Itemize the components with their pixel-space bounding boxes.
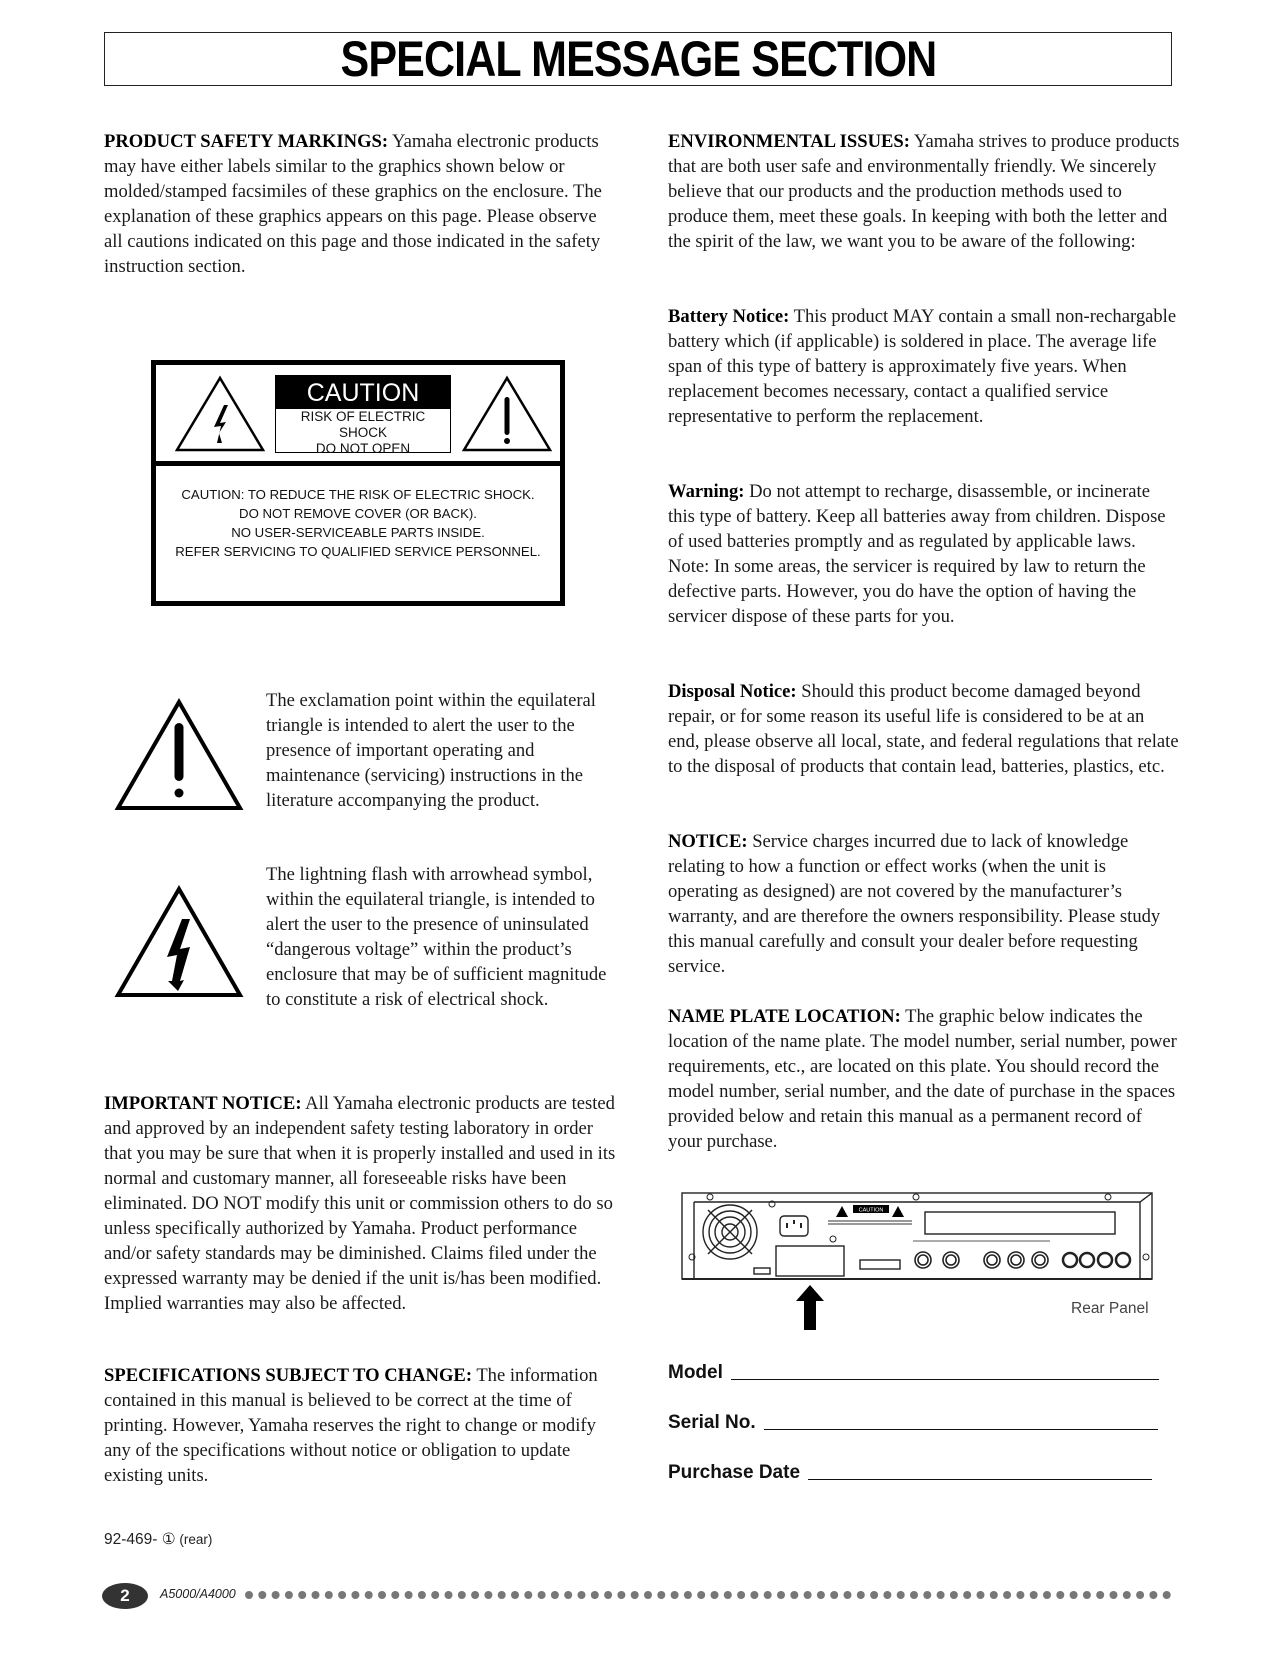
footer-dot-rule bbox=[244, 1589, 1174, 1601]
name-plate-body: The graphic below indicates the location of the name plate. The model number, serial number, power requirements, etc., are located on this plate. You should record the model number, serial number, and the date of purchase in the spaces provided below and retain this manual as a permanent record of your purchase. bbox=[668, 1006, 1177, 1152]
footer-dot bbox=[365, 1591, 373, 1599]
footer-dot bbox=[697, 1591, 705, 1599]
footer-dot bbox=[285, 1591, 293, 1599]
important-notice-heading: IMPORTANT NOTICE: bbox=[104, 1093, 302, 1114]
footer-dot bbox=[804, 1591, 812, 1599]
footer-dot bbox=[963, 1591, 971, 1599]
specifications-paragraph bbox=[104, 1363, 616, 1488]
important-notice-body: All Yamaha electronic products are tested and approved by an independent safety testing laboratory in order that you may be sure that when it is properly installed and used in its normal and customary manner, all foreseeable risks have been eliminated. DO NOT modify this unit or commission others to do so unless specifically authorized by Yamaha. Product performance and/or safety standards may be diminished. Claims filed under the expressed warranty may be denied if the unit is/has been modified. Implied warranties may also be affected. bbox=[104, 1093, 616, 1314]
name-plate-arrow-icon bbox=[796, 1285, 824, 1330]
svg-text:CAUTION: CAUTION bbox=[858, 1207, 884, 1214]
footer-dot bbox=[338, 1591, 346, 1599]
environmental-issues-paragraph bbox=[668, 129, 1180, 254]
footer-dot bbox=[578, 1591, 586, 1599]
footer-dot bbox=[1030, 1591, 1038, 1599]
footer-dot bbox=[524, 1591, 532, 1599]
footer-dot bbox=[631, 1591, 639, 1599]
footer-dot bbox=[312, 1591, 320, 1599]
notice-paragraph bbox=[668, 829, 1180, 979]
caution-sub-line: RISK OF ELECTRIC SHOCK bbox=[300, 409, 426, 440]
footer-dot bbox=[1123, 1591, 1131, 1599]
warning-heading: Warning: bbox=[668, 481, 745, 502]
page-number-badge: 2 bbox=[102, 1583, 148, 1609]
connector-jacks bbox=[915, 1252, 1130, 1268]
footer-dot bbox=[445, 1591, 453, 1599]
battery-notice-body: This product MAY contain a small non-rechargable battery which (if applicable) is soldered in place. The average life span of this type of battery is approximately five years. When replacement becomes necessary, contact a qualified service representative to perform the replacement. bbox=[668, 306, 1177, 427]
warning-body: Do not attempt to recharge, disassemble, or incinerate this type of battery. Keep all batteries away from children. Dispose of used batteries promptly and as regulated by applicable laws. Note: In some areas, the servicer is required by law to return the defective parts. However, you do have the option of having the servicer dispose of these parts for you. bbox=[668, 481, 1166, 627]
footer-model-name: A5000/A4000 bbox=[160, 1587, 236, 1601]
footer-dot bbox=[1149, 1591, 1157, 1599]
footer-dot bbox=[591, 1591, 599, 1599]
footer-dot bbox=[897, 1591, 905, 1599]
footer-dot bbox=[258, 1591, 266, 1599]
footer-dot bbox=[511, 1591, 519, 1599]
footer-dot bbox=[764, 1591, 772, 1599]
footer-dot bbox=[724, 1591, 732, 1599]
caution-instruction-line: DO NOT REMOVE COVER (OR BACK). bbox=[239, 506, 477, 521]
disposal-notice-heading: Disposal Notice: bbox=[668, 681, 797, 702]
footer-dot bbox=[1083, 1591, 1091, 1599]
footer-dot bbox=[844, 1591, 852, 1599]
document-code bbox=[104, 1530, 212, 1549]
caution-label-top bbox=[156, 365, 560, 466]
caution-instructions bbox=[156, 485, 560, 561]
footer-dot bbox=[471, 1591, 479, 1599]
specifications-heading: SPECIFICATIONS SUBJECT TO CHANGE: bbox=[104, 1365, 473, 1386]
footer-dot bbox=[1070, 1591, 1078, 1599]
footer-dot bbox=[1096, 1591, 1104, 1599]
footer-dot bbox=[1056, 1591, 1064, 1599]
model-field-input[interactable] bbox=[731, 1379, 1159, 1380]
caution-instruction-line: CAUTION: TO REDUCE THE RISK OF ELECTRIC SHOCK. bbox=[181, 487, 535, 502]
footer-dot bbox=[538, 1591, 546, 1599]
lightning-triangle-icon bbox=[174, 375, 266, 453]
footer-dot bbox=[298, 1591, 306, 1599]
footer-dot bbox=[1003, 1591, 1011, 1599]
name-plate-location-paragraph bbox=[668, 1004, 1180, 1154]
warning-paragraph bbox=[668, 479, 1180, 629]
footer-dot bbox=[644, 1591, 652, 1599]
title-banner bbox=[104, 32, 1172, 86]
rear-panel-caption: Rear Panel bbox=[1071, 1300, 1149, 1317]
lightning-triangle-icon bbox=[114, 885, 244, 1000]
name-plate-heading: NAME PLATE LOCATION: bbox=[668, 1006, 901, 1027]
footer-dot bbox=[777, 1591, 785, 1599]
footer-dot bbox=[671, 1591, 679, 1599]
caution-instruction-line: REFER SERVICING TO QUALIFIED SERVICE PERSONNEL. bbox=[175, 544, 541, 559]
footer-dot bbox=[484, 1591, 492, 1599]
caution-header-box bbox=[275, 375, 451, 456]
model-field-row bbox=[668, 1362, 1159, 1384]
footer-dot bbox=[950, 1591, 958, 1599]
footer-dot bbox=[617, 1591, 625, 1599]
model-field-label: Model bbox=[668, 1362, 723, 1383]
footer-dot bbox=[1043, 1591, 1051, 1599]
footer-dot bbox=[937, 1591, 945, 1599]
footer-dot bbox=[498, 1591, 506, 1599]
serial-number-field-input[interactable] bbox=[764, 1429, 1158, 1430]
footer-dot bbox=[1163, 1591, 1171, 1599]
specifications-body: The information contained in this manual is believed to be correct at the time of printing. However, Yamaha reserves the right to change or modify any of the specifications without notice or obligation to update existing units. bbox=[104, 1365, 598, 1486]
purchase-date-field-input[interactable] bbox=[808, 1479, 1152, 1480]
caution-label-graphic bbox=[151, 360, 565, 606]
footer-dot bbox=[790, 1591, 798, 1599]
battery-notice-paragraph bbox=[668, 304, 1180, 429]
footer-dot bbox=[431, 1591, 439, 1599]
important-notice-paragraph bbox=[104, 1091, 616, 1316]
footer-dot bbox=[737, 1591, 745, 1599]
footer-dot bbox=[857, 1591, 865, 1599]
footer-dot bbox=[378, 1591, 386, 1599]
footer-dot bbox=[711, 1591, 719, 1599]
serial-number-field-label: Serial No. bbox=[668, 1412, 756, 1433]
exclamation-explanation: The exclamation point within the equilateral triangle is intended to alert the user to the presence of important operating and maintenance (servicing) instructions in the literature accompanying the product. bbox=[266, 690, 596, 811]
footer-dot bbox=[1110, 1591, 1118, 1599]
footer-dot bbox=[405, 1591, 413, 1599]
product-safety-markings-paragraph bbox=[104, 129, 614, 279]
footer-dot bbox=[910, 1591, 918, 1599]
disposal-notice-body: Should this product become damaged beyond repair, or for some reason its useful life is considered to be at an end, please observe all local, state, and federal regulations that relate to the disposal of products that contain lead, batteries, plastics, etc. bbox=[668, 681, 1179, 777]
footer-dot bbox=[604, 1591, 612, 1599]
document-code-number: 92-469- ① bbox=[104, 1531, 176, 1548]
footer-dot bbox=[990, 1591, 998, 1599]
environmental-body: Yamaha strives to produce products that are both user safe and environmentally friendly. We sincerely believe that our products and the production methods used to produce them, meet these goals. In keeping with both the letter and the spirit of the law, we want you to be aware of the following: bbox=[668, 131, 1180, 252]
footer-dot bbox=[245, 1591, 253, 1599]
purchase-date-field-label: Purchase Date bbox=[668, 1462, 801, 1483]
document-code-suffix: (rear) bbox=[175, 1532, 213, 1547]
product-safety-body: Yamaha electronic products may have either labels similar to the graphics shown below or molded/stamped facsimiles of these graphics on the enclosure. The explanation of these graphics appears on this page. Please observe all cautions indicated on this page and those indicated in the safety instruction section. bbox=[104, 131, 602, 277]
serial-number-field-row bbox=[668, 1412, 1158, 1434]
footer-dot bbox=[1136, 1591, 1144, 1599]
battery-notice-heading: Battery Notice: bbox=[668, 306, 790, 327]
product-safety-heading: PRODUCT SAFETY MARKINGS: bbox=[104, 131, 389, 152]
footer-dot bbox=[418, 1591, 426, 1599]
footer-dot bbox=[351, 1591, 359, 1599]
lightning-explanation: The lightning flash with arrowhead symbol, within the equilateral triangle, is intended to alert the user to the presence of uninsulated “dangerous voltage” within the product’s enclosure that may be of sufficient magnitude to constitute a risk of electrical shock. bbox=[266, 864, 607, 1010]
footer-dot bbox=[1016, 1591, 1024, 1599]
footer-dot bbox=[883, 1591, 891, 1599]
footer-dot bbox=[830, 1591, 838, 1599]
footer-dot bbox=[564, 1591, 572, 1599]
disposal-notice-paragraph bbox=[668, 679, 1180, 779]
footer-dot bbox=[657, 1591, 665, 1599]
footer-dot bbox=[923, 1591, 931, 1599]
caution-sub-line: DO NOT OPEN bbox=[315, 441, 411, 456]
footer-dot bbox=[977, 1591, 985, 1599]
caution-instruction-line: NO USER-SERVICEABLE PARTS INSIDE. bbox=[231, 525, 485, 540]
panel-caution-tag bbox=[828, 1205, 912, 1224]
environmental-heading: ENVIRONMENTAL ISSUES: bbox=[668, 131, 910, 152]
caution-header-title: CAUTION bbox=[276, 376, 450, 409]
footer-dot bbox=[870, 1591, 878, 1599]
exclamation-triangle-icon bbox=[461, 375, 553, 453]
notice-heading: NOTICE: bbox=[668, 831, 748, 852]
purchase-date-field-row bbox=[668, 1462, 1152, 1484]
page-title: SPECIAL MESSAGE SECTION bbox=[340, 31, 936, 87]
exclamation-triangle-icon bbox=[114, 698, 244, 813]
footer-dot bbox=[458, 1591, 466, 1599]
footer-dot bbox=[817, 1591, 825, 1599]
notice-body: Service charges incurred due to lack of knowledge relating to how a function or effect works (when the unit is operating as designed) are not covered by the manufacturer’s warranty, and are therefore the owners responsibility. Please study this manual carefully and consult your dealer before requesting service. bbox=[668, 831, 1161, 977]
footer-dot bbox=[391, 1591, 399, 1599]
footer-dot bbox=[750, 1591, 758, 1599]
footer-dot bbox=[272, 1591, 280, 1599]
footer-dot bbox=[684, 1591, 692, 1599]
footer-dot bbox=[325, 1591, 333, 1599]
footer-dot bbox=[551, 1591, 559, 1599]
